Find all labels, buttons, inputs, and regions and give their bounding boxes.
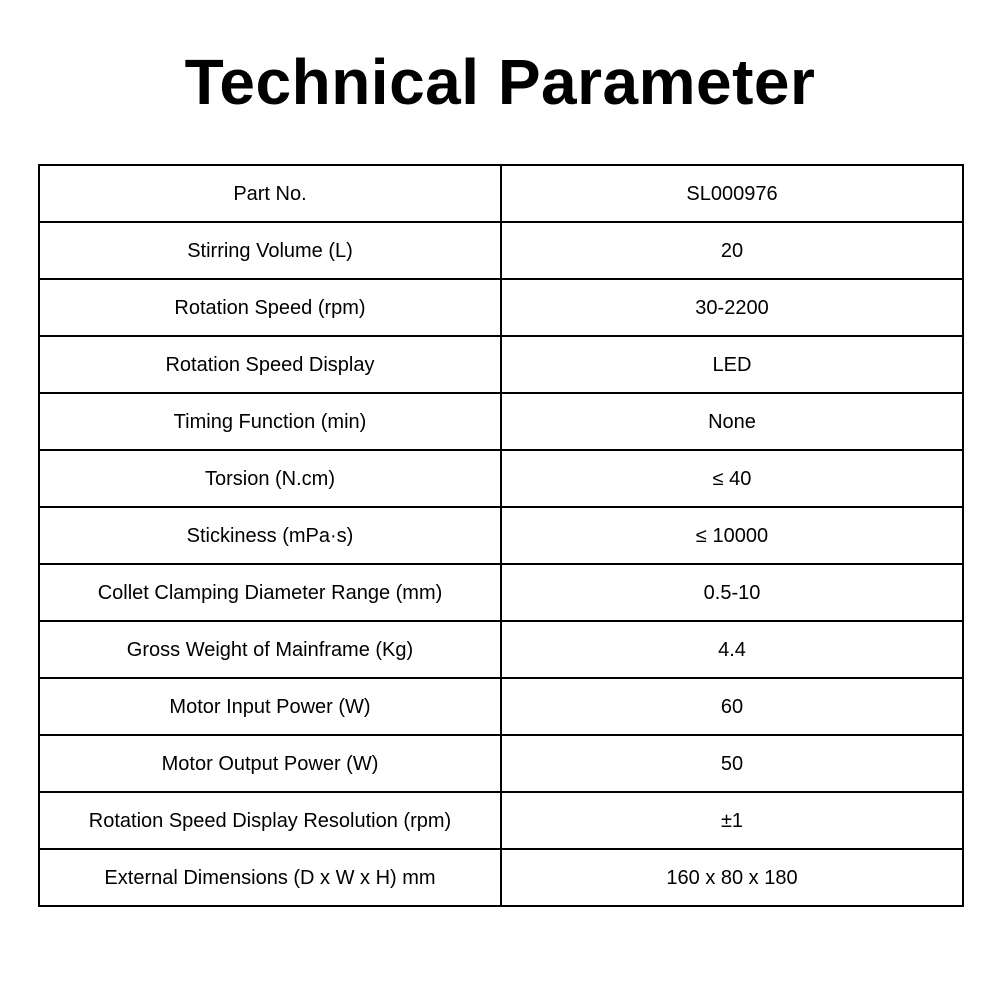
parameter-value: 4.4 <box>501 621 963 678</box>
parameter-value: LED <box>501 336 963 393</box>
table-row <box>39 564 963 621</box>
parameter-name: Rotation Speed (rpm) <box>39 279 501 336</box>
parameter-value: ±1 <box>501 792 963 849</box>
table-row <box>39 621 963 678</box>
parameter-name: Gross Weight of Mainframe (Kg) <box>39 621 501 678</box>
table-row <box>39 507 963 564</box>
parameter-name: Torsion (N.cm) <box>39 450 501 507</box>
table-row <box>39 393 963 450</box>
parameter-value: SL000976 <box>501 165 963 222</box>
parameter-name: External Dimensions (D x W x H) mm <box>39 849 501 906</box>
table-row <box>39 678 963 735</box>
parameter-name: Part No. <box>39 165 501 222</box>
parameter-value: 20 <box>501 222 963 279</box>
parameter-name: Rotation Speed Display <box>39 336 501 393</box>
table-row <box>39 849 963 906</box>
parameter-name: Stickiness (mPa·s) <box>39 507 501 564</box>
parameter-name: Motor Input Power (W) <box>39 678 501 735</box>
parameter-value: 60 <box>501 678 963 735</box>
table-row <box>39 279 963 336</box>
parameter-value: 30-2200 <box>501 279 963 336</box>
table-row <box>39 735 963 792</box>
parameter-name: Rotation Speed Display Resolution (rpm) <box>39 792 501 849</box>
table-row <box>39 222 963 279</box>
parameter-name: Stirring Volume (L) <box>39 222 501 279</box>
table-row <box>39 336 963 393</box>
page-title: Technical Parameter <box>184 46 816 118</box>
table-row <box>39 450 963 507</box>
parameter-value: None <box>501 393 963 450</box>
table-row <box>39 165 963 222</box>
parameter-value: ≤ 40 <box>501 450 963 507</box>
parameter-value: ≤ 10000 <box>501 507 963 564</box>
table-row <box>39 792 963 849</box>
parameter-name: Collet Clamping Diameter Range (mm) <box>39 564 501 621</box>
parameter-name: Motor Output Power (W) <box>39 735 501 792</box>
parameter-value: 50 <box>501 735 963 792</box>
parameter-value: 0.5-10 <box>501 564 963 621</box>
parameter-name: Timing Function (min) <box>39 393 501 450</box>
parameter-value: 160 x 80 x 180 <box>501 849 963 906</box>
parameter-table <box>38 164 964 907</box>
